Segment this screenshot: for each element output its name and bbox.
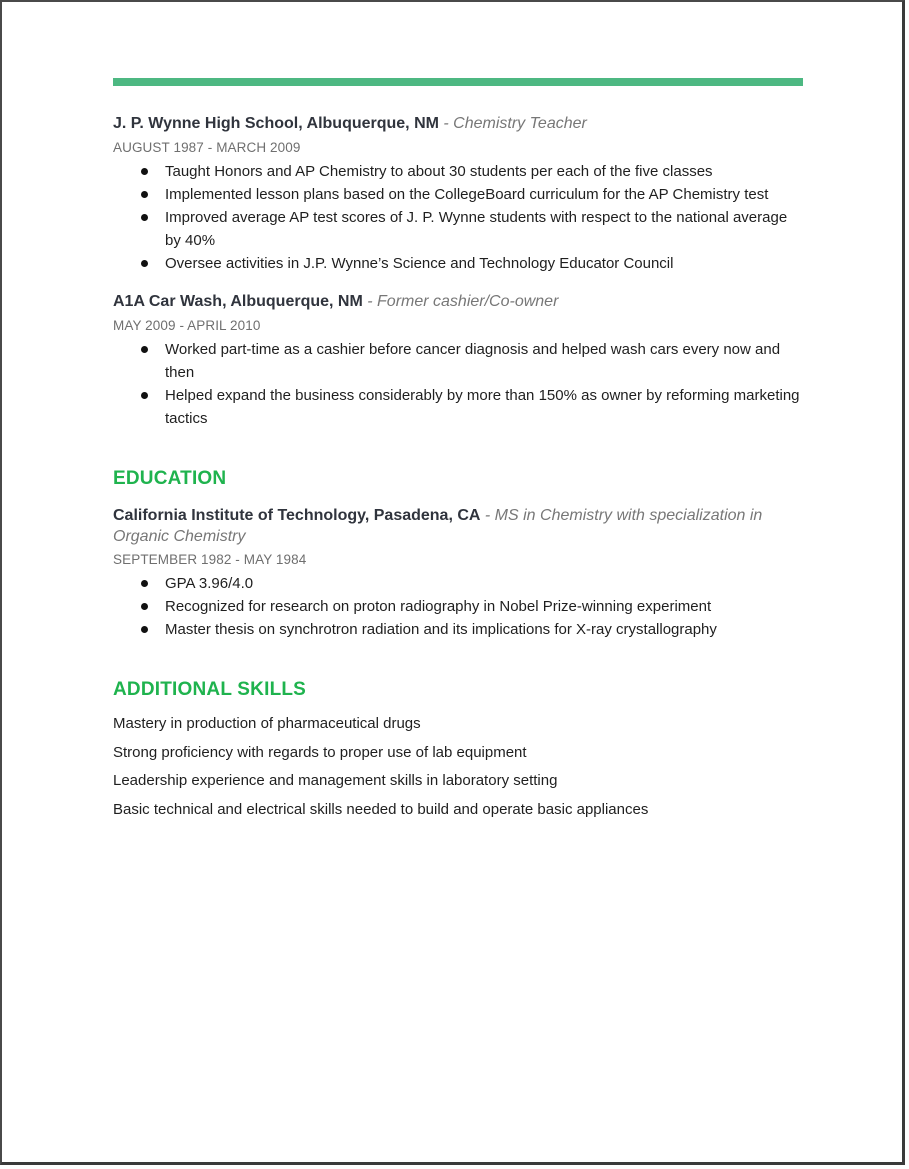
bullet-text: Improved average AP test scores of J. P. Wynne students with respect to the national average by 40% [165,209,788,249]
bullet-text: Master thesis on synchrotron radiation and its implications for X-ray crystallography [165,621,717,638]
entry-header [113,291,803,313]
entry-dates: AUGUST 1987 - MARCH 2009 [113,140,301,155]
bullet-text: Implemented lesson plans based on the CollegeBoard curriculum for the AP Chemistry test [165,186,769,203]
bullet-icon [141,260,148,267]
list-item [113,572,803,595]
list-item: Basic technical and electrical skills needed to build and operate basic appliances [113,800,649,818]
entry-header [113,113,803,135]
list-item: Leadership experience and management skills in laboratory setting [113,772,558,789]
bullet-icon [141,603,148,610]
experience-entry [113,291,803,430]
list-item [113,252,803,275]
school-name: California Institute of Technology, Pasadena, CA [113,507,481,524]
list-item [113,183,803,206]
bullet-text: Worked part-time as a cashier before cancer diagnosis and helped wash cars every now and then [165,341,781,381]
skills-list [113,710,803,824]
list-item [113,595,803,618]
list-item: Strong proficiency with regards to proper use of lab equipment [113,743,527,761]
resume-content [113,113,803,824]
bullet-icon [141,346,148,353]
employer-name: A1A Car Wash, Albuquerque, NM [113,293,363,310]
entry-header [113,505,803,547]
bullet-text: Taught Honors and AP Chemistry to about 30 students per each of the five classes [165,163,713,180]
education-entry [113,505,803,641]
job-title: Chemistry Teacher [453,115,587,132]
entry-dates: SEPTEMBER 1982 - MAY 1984 [113,552,307,567]
bullet-text: Oversee activities in J.P. Wynne’s Science and Technology Educator Council [165,255,674,272]
separator: - [438,115,454,132]
bullet-icon [141,580,148,587]
separator: - [362,293,378,310]
bullet-text: GPA 3.96/4.0 [165,575,254,592]
bullet-icon [141,168,148,175]
bullet-icon [141,214,148,221]
entry-bullets [113,160,803,275]
list-item [113,206,803,252]
separator: - [480,507,495,524]
list-item [113,384,803,430]
list-item [113,160,803,183]
job-title: Former cashier/Co-owner [377,293,559,310]
accent-rule [113,78,803,86]
experience-entry [113,113,803,275]
entry-dates: MAY 2009 - APRIL 2010 [113,318,261,333]
bullet-text: Helped expand the business considerably by more than 150% as owner by reforming marketing tactics [165,387,800,427]
bullet-icon [141,191,148,198]
bullet-text: Recognized for research on proton radiography in Nobel Prize-winning experiment [165,598,712,615]
employer-name: J. P. Wynne High School, Albuquerque, NM [113,115,439,132]
entry-bullets [113,338,803,430]
entry-bullets [113,572,803,641]
bullet-icon [141,392,148,399]
list-item: Mastery in production of pharmaceutical drugs [113,715,421,732]
bullet-icon [141,626,148,633]
skills-heading: ADDITIONAL SKILLS [113,679,307,700]
list-item [113,338,803,384]
list-item [113,618,803,641]
degree: MS in Chemistry with specialization in Organic Chemistry [113,507,763,545]
education-heading: EDUCATION [113,468,227,489]
